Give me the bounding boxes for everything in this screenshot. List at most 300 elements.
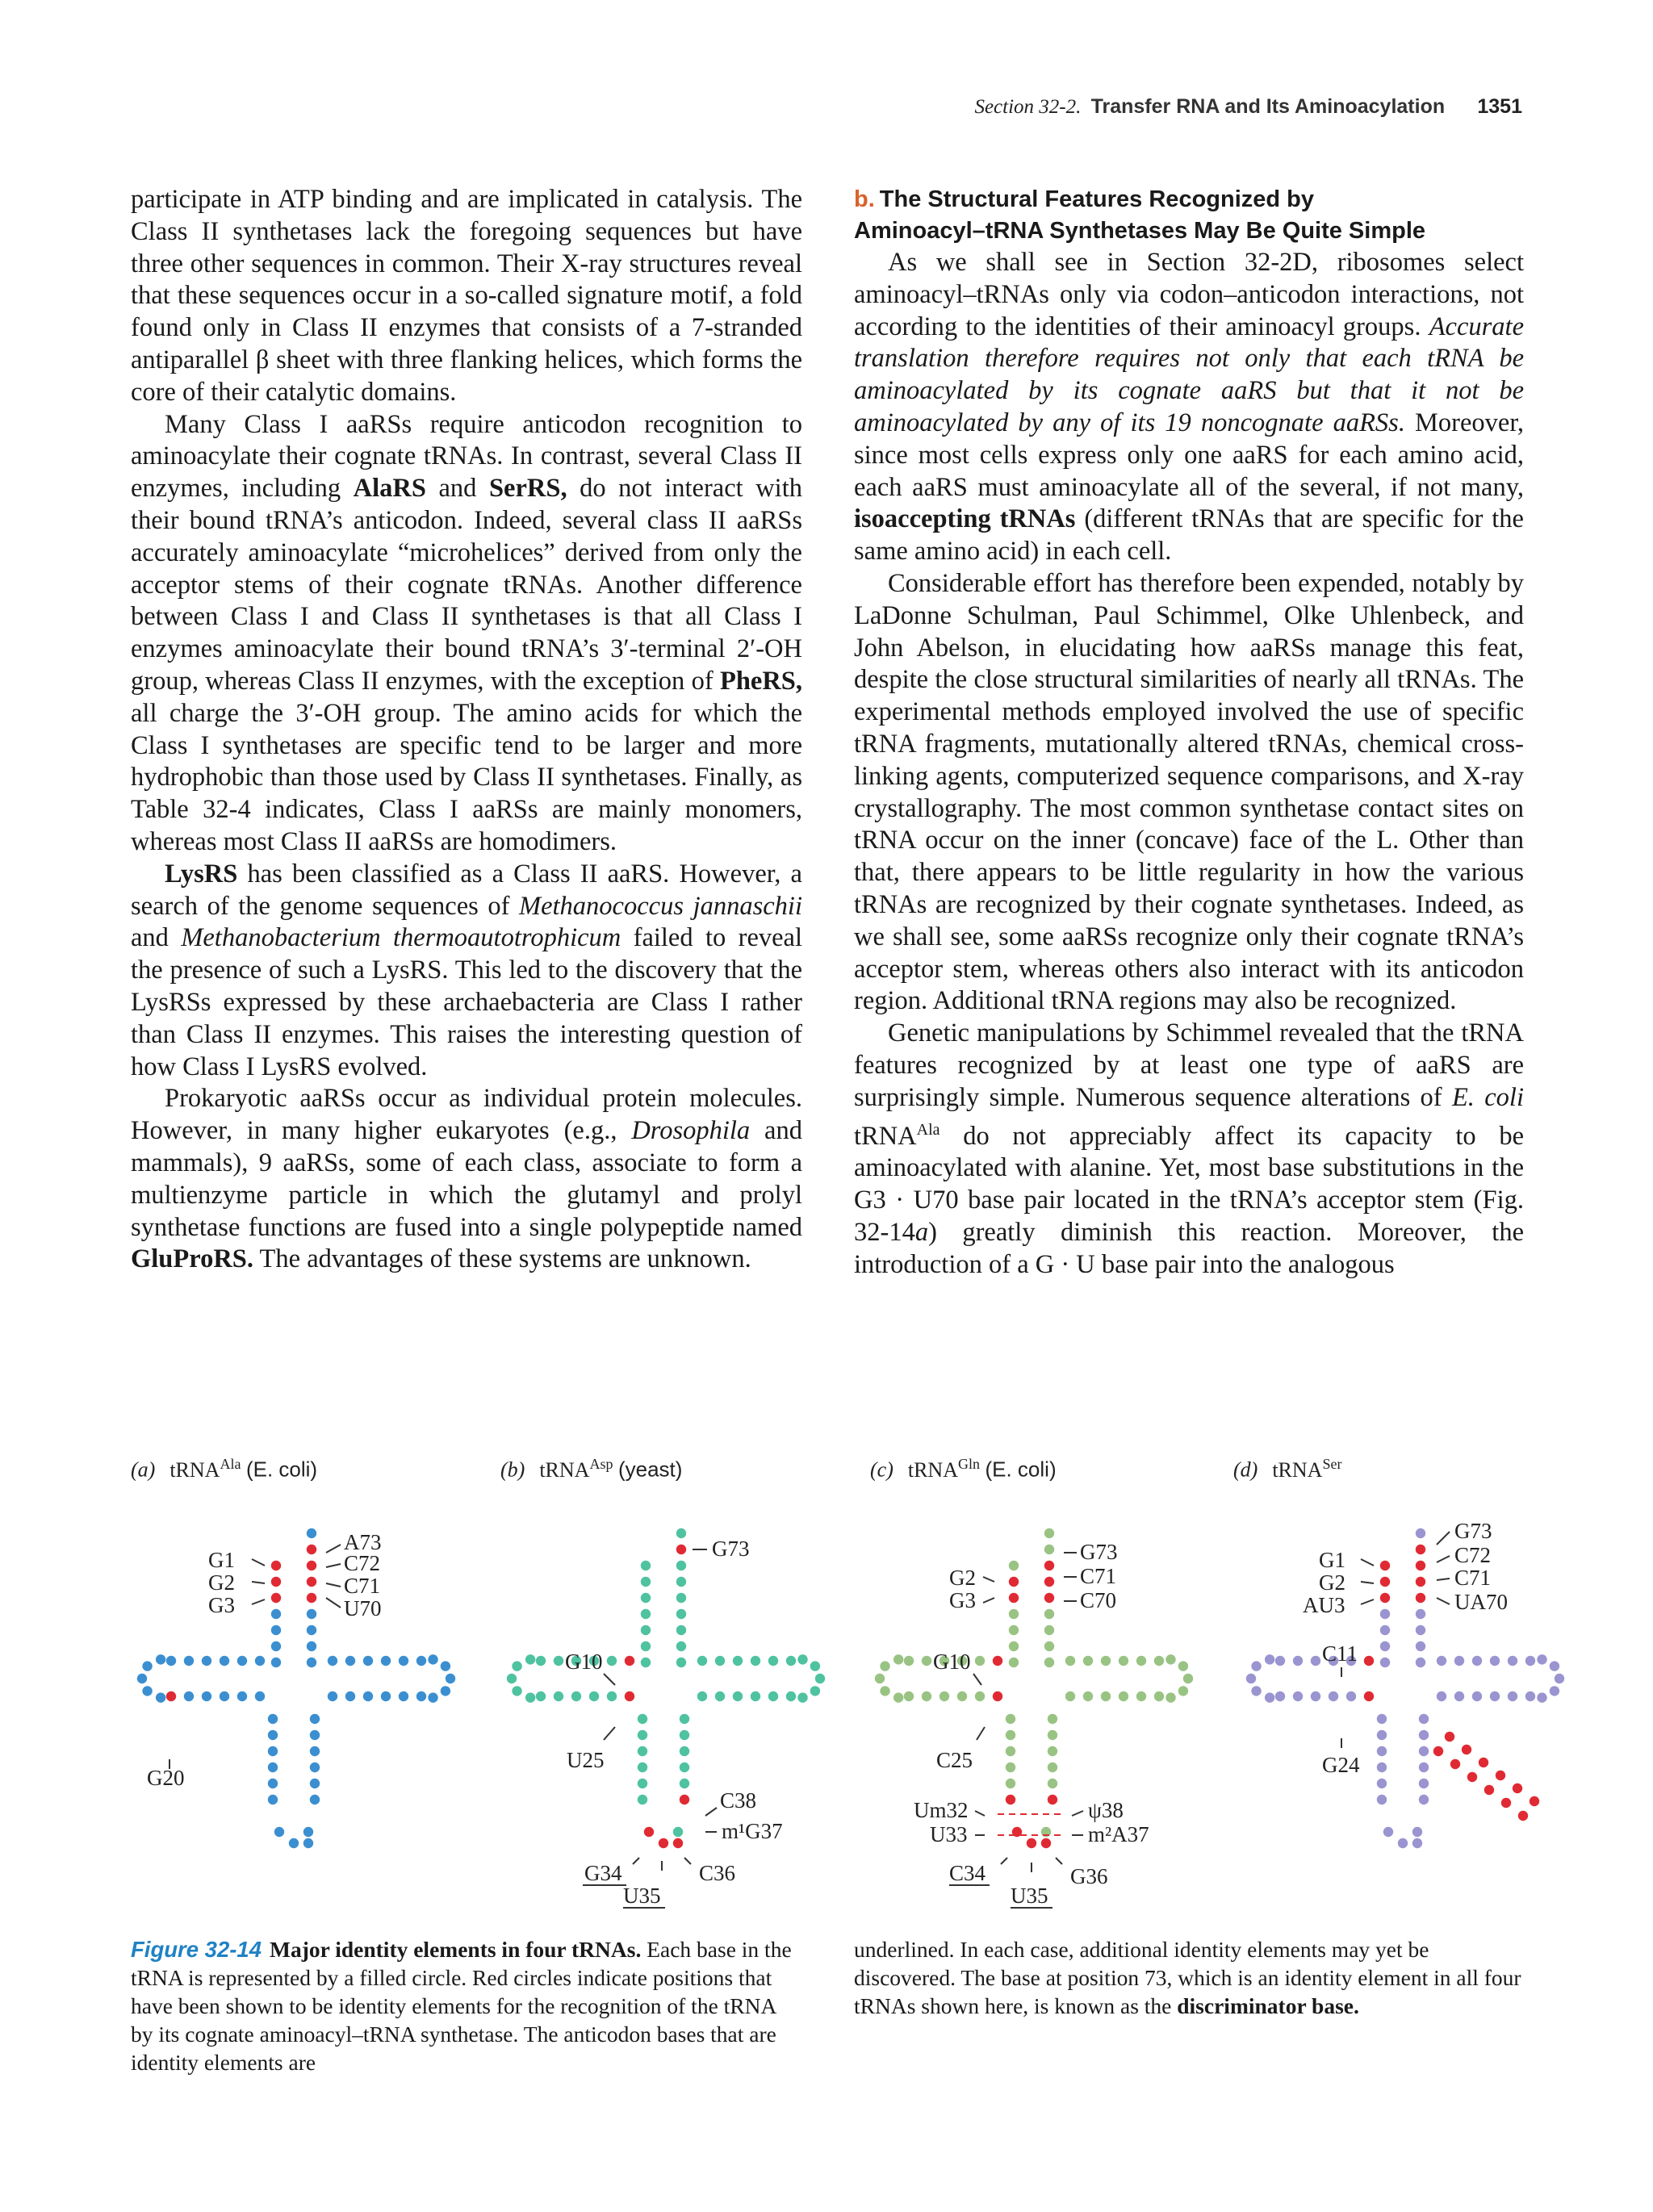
base-dot <box>922 1691 931 1701</box>
base-dot <box>303 1838 313 1848</box>
label-a73: A73 <box>344 1530 382 1554</box>
base-dot <box>220 1656 229 1666</box>
label-c34: C34 <box>949 1861 986 1885</box>
base-dot <box>797 1692 807 1702</box>
base-dot <box>1083 1691 1093 1701</box>
base-dot <box>1006 1746 1015 1756</box>
base-dot <box>659 1838 668 1848</box>
base-dot <box>676 1577 686 1587</box>
base-dot <box>1048 1762 1057 1772</box>
base-dot <box>1472 1691 1482 1701</box>
base-dot <box>428 1692 437 1702</box>
figure-caption-right: underlined. In each case, additional identity elements may yet be discovered. The base at position 73, which is an identity element in all four tRNAs shown here, is known as the discriminator base. <box>854 1937 1521 2018</box>
base-dot <box>676 1609 686 1619</box>
base-dot <box>1419 1714 1429 1724</box>
label-m2a37: m²A37 <box>1088 1822 1149 1846</box>
term-alars: AlaRS <box>353 474 426 504</box>
base-dot <box>1380 1577 1390 1587</box>
base-dot <box>202 1656 211 1666</box>
base-dot <box>255 1691 265 1701</box>
base-dot <box>768 1656 778 1666</box>
base-dot <box>1246 1674 1256 1683</box>
base-dot <box>904 1691 914 1701</box>
base-dot <box>271 1561 281 1570</box>
base-dot <box>1293 1691 1303 1701</box>
base-dot <box>641 1577 651 1587</box>
base-dot <box>536 1691 546 1701</box>
base-dot <box>1377 1779 1387 1788</box>
label-g10: G10 <box>933 1650 971 1674</box>
base-dot <box>1364 1656 1374 1666</box>
base-dot <box>1416 1625 1425 1635</box>
base-dot <box>416 1656 426 1666</box>
base-dot <box>638 1779 647 1788</box>
base-dot <box>1275 1691 1285 1701</box>
base-dot <box>680 1746 689 1756</box>
base-dot <box>1048 1746 1057 1756</box>
base-dot <box>638 1795 647 1804</box>
base-dot <box>1044 1593 1054 1603</box>
base-dot <box>255 1656 265 1666</box>
base-dot <box>1006 1714 1015 1724</box>
label-u33: U33 <box>930 1822 968 1846</box>
base-dot <box>184 1691 194 1701</box>
base-dot <box>1044 1641 1054 1651</box>
base-dot <box>1433 1746 1443 1756</box>
base-dot <box>1419 1730 1429 1740</box>
label-c38: C38 <box>720 1788 757 1813</box>
base-dot <box>680 1762 689 1772</box>
label-g10: G10 <box>565 1650 603 1674</box>
base-dot <box>307 1577 316 1587</box>
label-c71: C71 <box>1454 1566 1492 1590</box>
base-dot <box>416 1691 426 1701</box>
base-dot <box>1416 1577 1425 1587</box>
base-dot <box>237 1656 247 1666</box>
label-m1g37: m¹G37 <box>722 1819 783 1843</box>
base-dot <box>271 1593 281 1603</box>
base-dot <box>156 1692 165 1702</box>
base-dot <box>1329 1691 1338 1701</box>
base-dot <box>641 1625 651 1635</box>
base-dot <box>1472 1656 1482 1666</box>
label-g24: G24 <box>1322 1753 1360 1777</box>
base-dot <box>993 1691 1002 1701</box>
base-dot <box>641 1561 651 1570</box>
base-dot <box>1419 1746 1429 1756</box>
base-dot <box>1006 1730 1015 1740</box>
base-dot <box>525 1654 535 1664</box>
base-dot <box>1311 1691 1320 1701</box>
base-dot <box>328 1691 337 1701</box>
label-g34: G34 <box>584 1861 622 1885</box>
base-dot <box>137 1674 147 1683</box>
label-g36: G36 <box>1070 1864 1108 1888</box>
base-dot <box>1178 1661 1188 1670</box>
header-section: Section 32-2. <box>974 96 1082 118</box>
base-dot <box>1377 1746 1387 1756</box>
figure-title: Major identity elements in four tRNAs. <box>270 1937 642 1962</box>
base-dot <box>625 1691 634 1701</box>
base-dot <box>680 1779 689 1788</box>
label-ua70: UA70 <box>1454 1590 1508 1614</box>
label-u25: U25 <box>567 1748 605 1772</box>
label-psi38: ψ38 <box>1088 1798 1124 1822</box>
base-dot <box>1490 1656 1500 1666</box>
paragraph: LysRS has been classified as a Class II aaRS. However, a search of the genome sequences of Methanococcus jannaschii and Methanobacterium thermoautotrophicum failed to reveal the presence of such a LysRS. This led to the discovery that the LysRSs expressed by these archaebacteria are Class I rather than Class II enzymes. This raises the interesting question of how Class I LysRS evolved. <box>131 859 803 1081</box>
base-dot <box>751 1691 760 1701</box>
base-dot <box>768 1691 778 1701</box>
base-dot <box>1398 1838 1408 1848</box>
base-dot <box>310 1746 320 1756</box>
label-c72: C72 <box>344 1551 381 1575</box>
base-dot <box>1009 1561 1019 1570</box>
base-dot <box>1311 1656 1320 1666</box>
base-dot <box>271 1577 281 1587</box>
base-dot <box>638 1762 647 1772</box>
running-header <box>974 95 1522 119</box>
paragraph: Considerable effort has therefore been expended, notably by LaDonne Schulman, Paul Schimmel, Olke Uhlenbeck, and John Abelson, in elucidating how aaRSs manage this feat, despite the close structural similarities of nearly all tRNAs. The experimental methods employed involved the use of specific tRNA fragments, mutationally altered tRNAs, chemical cross-linking agents, computerized sequence comparisons, and X-ray crystallography. The most common synthetase contact sites on tRNA occur on the inner (concave) face of the L. Other than that, there appears to be little regularity in how the various tRNAs are recognized by their cognate synthetases. Indeed, as we shall see, some aaRSs recognize only their cognate tRNA’s acceptor stem, whereas others also interact with its anticodon region. Additional tRNA regions may also be recognized. <box>854 568 1524 1016</box>
base-dot <box>1525 1656 1535 1666</box>
base-dot <box>310 1714 320 1724</box>
base-dot <box>993 1656 1002 1666</box>
base-dot <box>797 1654 807 1664</box>
base-dot <box>1419 1795 1429 1804</box>
base-dot <box>1136 1691 1146 1701</box>
base-dot <box>786 1656 796 1666</box>
base-dot <box>1479 1758 1488 1767</box>
base-dot <box>638 1730 647 1740</box>
subsection-heading: b. The Structural Features Recognized by Aminoacyl–tRNA Synthetases May Be Quite Simple <box>854 186 1426 244</box>
base-dot <box>1065 1656 1075 1666</box>
panel-d-title: (d) tRNA$^{Ser}$ <box>1233 1456 1342 1482</box>
label-g73: G73 <box>712 1537 750 1561</box>
base-dot <box>815 1674 825 1683</box>
base-dot <box>957 1691 967 1701</box>
base-dot <box>1006 1779 1015 1788</box>
base-dot <box>1383 1827 1393 1837</box>
base-dot <box>1006 1795 1015 1804</box>
figure-number: Figure 32-14 <box>131 1937 262 1962</box>
panel-a-trna-ala <box>137 1528 455 1848</box>
base-dot <box>1537 1654 1546 1664</box>
base-dot <box>676 1561 686 1570</box>
base-dot <box>893 1654 903 1664</box>
base-dot <box>1101 1691 1111 1701</box>
base-dot <box>1380 1593 1390 1603</box>
base-dot <box>638 1714 647 1724</box>
base-dot <box>271 1641 281 1651</box>
base-dot <box>641 1641 651 1651</box>
base-dot <box>1454 1691 1464 1701</box>
base-dot <box>641 1609 651 1619</box>
label-g73: G73 <box>1080 1540 1118 1564</box>
base-dot <box>428 1654 437 1664</box>
figure-caption-left: Figure 32-14 Major identity elements in four tRNAs. Each base in the tRNA is represented by a filled circle. Red circles indicate positions that have been shown to be identity elements for the recognition of the tRNA by its cognate aminoacyl–tRNA synthetase. The anticodon bases that are identity elements are <box>131 1937 792 2075</box>
base-dot <box>441 1686 450 1696</box>
base-dot <box>625 1656 634 1666</box>
base-dot <box>202 1691 211 1701</box>
base-dot <box>1044 1528 1054 1538</box>
base-dot <box>512 1661 521 1670</box>
base-dot <box>1251 1686 1261 1696</box>
base-dot <box>1484 1785 1494 1795</box>
label-c70: C70 <box>1080 1588 1117 1612</box>
base-dot <box>1437 1691 1446 1701</box>
base-dot <box>1490 1691 1500 1701</box>
base-dot <box>512 1686 521 1696</box>
base-dot <box>1462 1745 1471 1754</box>
trna-identity-figure <box>0 1485 1653 1937</box>
base-dot <box>268 1746 278 1756</box>
base-dot <box>1518 1811 1528 1821</box>
base-dot <box>1346 1691 1356 1701</box>
base-dot <box>1525 1691 1535 1701</box>
base-dot <box>1550 1661 1559 1670</box>
base-dot <box>310 1730 320 1740</box>
base-dot <box>875 1674 885 1683</box>
base-dot <box>142 1686 152 1696</box>
base-dot <box>399 1656 408 1666</box>
base-dot <box>1048 1795 1057 1804</box>
base-dot <box>303 1827 313 1837</box>
base-dot <box>1377 1714 1387 1724</box>
base-dot <box>1380 1658 1390 1667</box>
paragraph: As we shall see in Section 32-2D, ribosomes select aminoacyl–tRNAs only via codon–anticodon interactions, not according to the identities of their aminoacyl groups. Accurate translation therefore requires not only that each tRNA be aminoacylated by its cognate aaRS but that it not be aminoacylated by any of its 19 noncognate aaRSs. Moreover, since most cells express only one aaRS for each amino acid, each aaRS must aminoacylate all of the several, if not many, isoaccepting tRNAs (different tRNAs that are specific for the same amino acid) in each cell. <box>854 248 1524 567</box>
base-dot <box>904 1656 914 1666</box>
panel-b-trna-asp <box>507 1528 825 1848</box>
page-number: 1351 <box>1477 95 1522 118</box>
base-dot <box>638 1746 647 1756</box>
base-dot <box>328 1656 337 1666</box>
label-c11: C11 <box>1322 1641 1358 1666</box>
base-dot <box>1445 1732 1454 1742</box>
base-dot <box>1044 1625 1054 1635</box>
paragraph: Genetic manipulations by Schimmel revealed that the tRNA features recognized by at least one type of aaRS are surprisingly simple. Numerous sequence alterations of E. coli tRNA$^{Ala}$ do not appreciably affect its capacity to be aminoacylated with alanine. Yet, most base substitutions in the G3 · U70 base pair located in the tRNA’s acceptor stem (Fig. 32-14a) greatly diminish this reaction. Moreover, the introduction of a G · U base pair into the analogous <box>854 1018 1524 1279</box>
base-dot <box>399 1691 408 1701</box>
base-dot <box>1380 1561 1390 1570</box>
base-dot <box>525 1692 535 1702</box>
label-au3: AU3 <box>1303 1593 1345 1617</box>
base-dot <box>156 1654 165 1664</box>
base-dot <box>268 1795 278 1804</box>
base-dot <box>268 1714 278 1724</box>
base-dot <box>307 1561 316 1570</box>
panel-b-title: (b) tRNA$^{Asp}$ (yeast) <box>500 1456 683 1482</box>
base-dot <box>271 1658 281 1667</box>
base-dot <box>922 1656 931 1666</box>
term-gluprors: GluProRS. <box>131 1244 253 1274</box>
base-dot <box>1119 1691 1128 1701</box>
base-dot <box>1101 1656 1111 1666</box>
base-dot <box>733 1656 743 1666</box>
base-dot <box>142 1661 152 1670</box>
base-dot <box>1265 1654 1274 1664</box>
base-dot <box>363 1656 373 1666</box>
base-dot <box>1044 1545 1054 1554</box>
base-dot <box>644 1827 654 1837</box>
label-u35: U35 <box>623 1884 661 1908</box>
base-dot <box>1454 1656 1464 1666</box>
label-c25: C25 <box>936 1748 973 1772</box>
base-dot <box>1416 1545 1425 1554</box>
base-dot <box>1364 1691 1374 1701</box>
label-g20: G20 <box>147 1766 185 1790</box>
base-dot <box>1006 1762 1015 1772</box>
base-dot <box>274 1827 284 1837</box>
base-dot <box>554 1691 563 1701</box>
base-dot <box>810 1686 820 1696</box>
base-dot <box>1065 1691 1075 1701</box>
base-dot <box>676 1528 686 1538</box>
base-dot <box>1044 1577 1054 1587</box>
base-dot <box>1041 1838 1051 1848</box>
base-dot <box>880 1686 889 1696</box>
base-dot <box>307 1625 316 1635</box>
base-dot <box>1009 1641 1019 1651</box>
base-dot <box>1377 1795 1387 1804</box>
base-dot <box>310 1762 320 1772</box>
base-dot <box>1437 1656 1446 1666</box>
base-dot <box>1009 1577 1019 1587</box>
base-dot <box>673 1827 683 1837</box>
label-g2: G2 <box>208 1570 235 1595</box>
base-dot <box>507 1674 517 1683</box>
base-dot <box>676 1593 686 1603</box>
base-dot <box>1265 1692 1274 1702</box>
base-dot <box>310 1779 320 1788</box>
base-dot <box>1416 1593 1425 1603</box>
label-g1: G1 <box>208 1548 235 1572</box>
base-dot <box>1416 1641 1425 1651</box>
base-dot <box>1154 1656 1164 1666</box>
base-dot <box>271 1625 281 1635</box>
base-dot <box>1183 1674 1193 1683</box>
base-dot <box>307 1658 316 1667</box>
label-c72: C72 <box>1454 1543 1492 1567</box>
header-title: Transfer RNA and Its Aminoacylation <box>1090 95 1446 118</box>
label-g3: G3 <box>208 1593 235 1617</box>
label-g2: G2 <box>1319 1570 1345 1595</box>
base-dot <box>571 1691 581 1701</box>
base-dot <box>1550 1686 1559 1696</box>
term-serrs: SerRS, <box>488 474 567 504</box>
base-dot <box>1044 1609 1054 1619</box>
base-dot <box>345 1656 355 1666</box>
paragraph: Prokaryotic aaRSs occur as individual protein molecules. However, in many higher eukaryotes (e.g., Drosophila and mammals), 9 aaRSs, some of each class, associate to form a multienzyme particle in which the glutamyl and prolyl synthetase functions are fused into a single polypeptide named GluProRS. The advantages of these systems are unknown. <box>131 1084 802 1274</box>
base-dot <box>1416 1561 1425 1570</box>
base-dot <box>1501 1798 1511 1808</box>
base-dot <box>715 1691 725 1701</box>
base-dot <box>1412 1827 1422 1837</box>
base-dot <box>680 1730 689 1740</box>
base-dot <box>184 1656 194 1666</box>
base-dot <box>446 1674 455 1683</box>
base-dot <box>1119 1656 1128 1666</box>
base-dot <box>1009 1609 1019 1619</box>
label-c36: C36 <box>699 1861 736 1885</box>
base-dot <box>676 1641 686 1651</box>
label-g73: G73 <box>1454 1519 1492 1543</box>
base-dot <box>673 1838 683 1848</box>
base-dot <box>1416 1658 1425 1667</box>
base-dot <box>939 1691 949 1701</box>
base-dot <box>1009 1658 1019 1667</box>
base-dot <box>220 1691 229 1701</box>
base-dot <box>589 1691 599 1701</box>
base-dot <box>268 1730 278 1740</box>
term-lysrs: LysRS <box>165 859 238 889</box>
base-dot <box>975 1691 985 1701</box>
base-dot <box>1419 1762 1429 1772</box>
base-dot <box>676 1625 686 1635</box>
paragraph: participate in ATP binding and are implicated in catalysis. The Class II synthetases lack the foregoing sequences but have three other sequences in common. Their X-ray structures reveal that these sequences occur in a so-called signature motif, a fold found only in Class II enzymes that consists of a 7-stranded antiparallel β sheet with three flanking helices, which forms the core of their catalytic domains. <box>131 185 802 407</box>
label-um32: Um32 <box>914 1798 969 1822</box>
base-dot <box>715 1656 725 1666</box>
base-dot <box>268 1779 278 1788</box>
base-dot <box>536 1656 546 1666</box>
base-dot <box>1083 1656 1093 1666</box>
base-dot <box>1508 1656 1517 1666</box>
base-dot <box>680 1714 689 1724</box>
base-dot <box>1165 1692 1175 1702</box>
panel-c-labels <box>914 1540 1149 1908</box>
left-column <box>131 184 802 1276</box>
base-dot <box>1136 1656 1146 1666</box>
base-dot <box>363 1691 373 1701</box>
base-dot <box>1496 1771 1505 1780</box>
base-dot <box>1044 1658 1054 1667</box>
panel-b-labels <box>565 1537 783 1908</box>
base-dot <box>289 1838 299 1848</box>
base-dot <box>1009 1625 1019 1635</box>
base-dot <box>1027 1838 1036 1848</box>
panel-d-labels <box>1303 1519 1508 1777</box>
label-g2: G2 <box>949 1566 976 1590</box>
base-dot <box>381 1656 391 1666</box>
base-dot <box>676 1658 686 1667</box>
base-dot <box>237 1691 247 1701</box>
base-dot <box>307 1545 316 1554</box>
label-c71: C71 <box>1080 1564 1117 1588</box>
base-dot <box>1044 1561 1054 1570</box>
base-dot <box>1293 1656 1303 1666</box>
panel-d-trna-ser <box>1246 1528 1564 1848</box>
base-dot <box>1555 1674 1564 1683</box>
base-dot <box>1467 1772 1477 1782</box>
base-dot <box>271 1609 281 1619</box>
base-dot <box>786 1691 796 1701</box>
base-dot <box>1412 1838 1422 1848</box>
base-dot <box>733 1691 743 1701</box>
panel-a-title: (a) tRNA$^{Ala}$ (E. coli) <box>131 1456 318 1482</box>
right-column <box>854 184 1524 1281</box>
base-dot <box>893 1692 903 1702</box>
base-dot <box>166 1691 176 1701</box>
base-dot <box>1048 1714 1057 1724</box>
term-discriminator-base: discriminator base. <box>1177 1993 1359 2018</box>
label-g1: G1 <box>1319 1548 1345 1572</box>
base-dot <box>1380 1625 1390 1635</box>
label-g3: G3 <box>949 1588 976 1612</box>
base-dot <box>1165 1654 1175 1664</box>
base-dot <box>1380 1609 1390 1619</box>
label-u70: U70 <box>344 1596 382 1620</box>
base-dot <box>1009 1593 1019 1603</box>
term-phers: PheRS, <box>719 666 802 696</box>
base-dot <box>641 1593 651 1603</box>
base-dot <box>1251 1661 1261 1670</box>
